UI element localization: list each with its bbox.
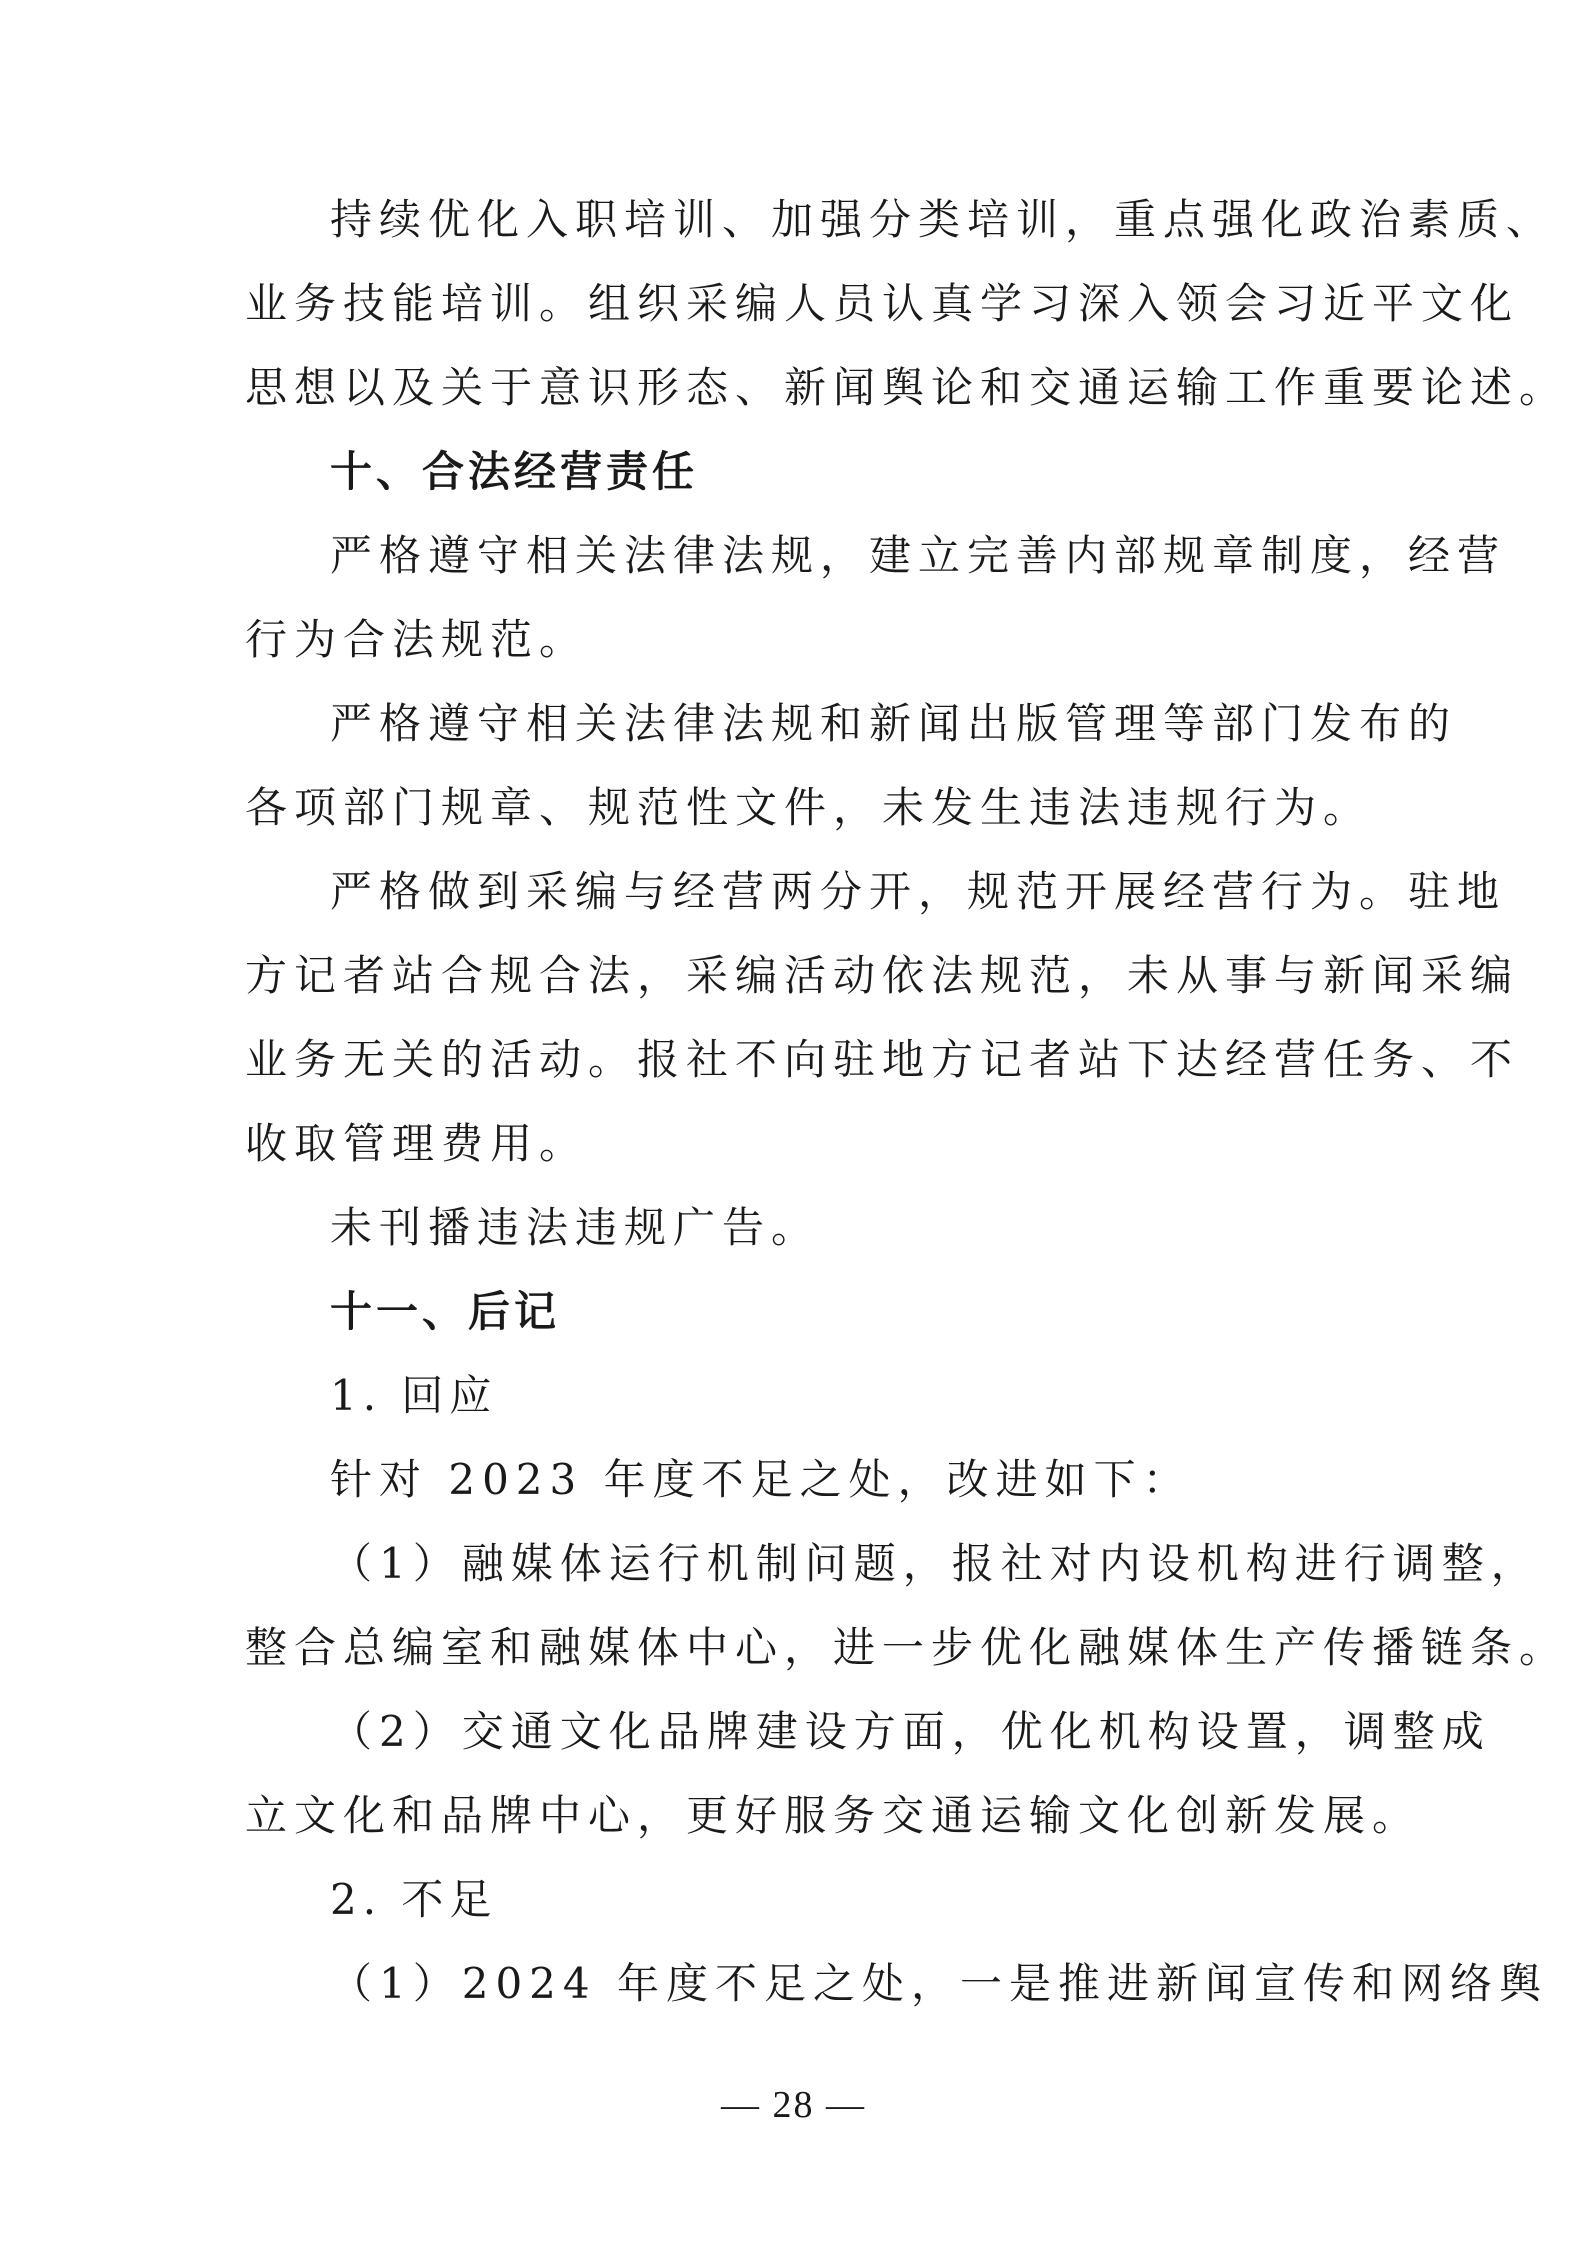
section-heading: 十、合法经营责任 bbox=[330, 447, 699, 496]
subsection-heading: 1. 回应 bbox=[330, 1371, 498, 1420]
subsection-heading: 2. 不足 bbox=[330, 1875, 498, 1924]
paragraph-line: 针对 2023 年度不足之处，改进如下： bbox=[330, 1455, 1192, 1504]
paragraph-line: 业务技能培训。组织采编人员认真学习深入领会习近平文化 bbox=[245, 279, 1520, 328]
paragraph-line: 持续优化入职培训、加强分类培训，重点强化政治素质、 bbox=[330, 195, 1556, 244]
paragraph-line: 业务无关的活动。报社不向驻地方记者站下达经营任务、不 bbox=[245, 1035, 1520, 1084]
paragraph-line: 立文化和品牌中心，更好服务交通运输文化创新发展。 bbox=[245, 1791, 1422, 1840]
paragraph-line: 收取管理费用。 bbox=[245, 1119, 589, 1168]
paragraph-line: （1）2024 年度不足之处，一是推进新闻宣传和网络舆 bbox=[330, 1959, 1548, 2008]
section-heading: 十一、后记 bbox=[330, 1287, 561, 1336]
paragraph-line: 未刊播违法违规广告。 bbox=[330, 1203, 821, 1252]
paragraph-line: 各项部门规章、规范性文件，未发生违法违规行为。 bbox=[245, 783, 1373, 832]
page-number: — 28 — bbox=[721, 2084, 866, 2126]
paragraph-line: 思想以及关于意识形态、新闻舆论和交通运输工作重要论述。 bbox=[245, 363, 1569, 412]
paragraph-line: （2）交通文化品牌建设方面，优化机构设置，调整成 bbox=[330, 1707, 1491, 1756]
paragraph-line: 方记者站合规合法，采编活动依法规范，未从事与新闻采编 bbox=[245, 951, 1520, 1000]
paragraph-line: 严格做到采编与经营两分开，规范开展经营行为。驻地 bbox=[330, 867, 1507, 916]
paragraph-line: （1）融媒体运行机制问题，报社对内设机构进行调整， bbox=[330, 1539, 1540, 1588]
paragraph-line: 严格遵守相关法律法规和新闻出版管理等部门发布的 bbox=[330, 699, 1458, 748]
paragraph-line: 严格遵守相关法律法规，建立完善内部规章制度，经营 bbox=[330, 531, 1507, 580]
paragraph-line: 整合总编室和融媒体中心，进一步优化融媒体生产传播链条。 bbox=[245, 1623, 1569, 1672]
paragraph-line: 行为合法规范。 bbox=[245, 615, 589, 664]
